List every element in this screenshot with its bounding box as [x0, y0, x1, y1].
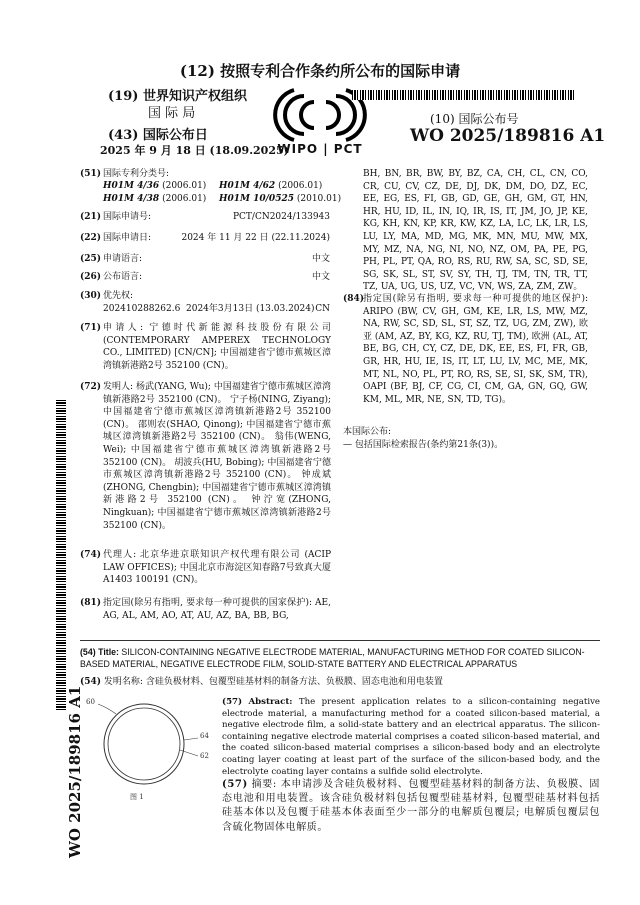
- field-26-num: (26): [80, 272, 102, 282]
- ipc-version: (2006.01): [162, 181, 207, 191]
- ref-label-62: 62: [200, 752, 209, 760]
- field-25-num: (25): [80, 254, 102, 264]
- org-name: 世界知识产权组织: [142, 89, 247, 104]
- publication-barcode: [352, 90, 576, 100]
- field-22-value: 2024 年 11 月 22 日 (22.11.2024): [181, 233, 330, 243]
- ipc-code: H01M 4/36: [103, 181, 160, 191]
- figure-caption: 图 1: [130, 793, 144, 801]
- field-84-num: (84): [343, 294, 365, 304]
- ipc-version: (2006.01): [162, 193, 207, 204]
- field-57-num-cn: (57): [222, 779, 248, 790]
- abstract-en-text: The present application relates to a silicon-containing negative electrode material, a manufacturing method for a coated silicon-based material, a negative electrode film, a solid-state battery and an electrical apparatus. The silicon-containing negative electrode material comprises a coated silicon-based material, and the coated silicon-based material comprises a silicon-based body and an electrolyte coating layer coating at least part of the surface of the silicon-based body, and the electrolyte coating layer contains a sulfide solid electrolyte.: [222, 697, 601, 777]
- title-cn-text: 含硅负极材料、包覆型硅基材料的制备方法、负极膜、固态电池和用电装置: [145, 677, 443, 687]
- ipc-code: H01M 4/62: [219, 181, 276, 191]
- field-54-num-cn: (54): [80, 677, 102, 687]
- ipc-list: [103, 180, 343, 205]
- pub-date-label: (43) 国际公布日: [108, 128, 208, 143]
- side-pub-number: WO 2025/189816 A1: [66, 685, 84, 858]
- leader-line-60: [98, 704, 116, 714]
- applicant: 申请人: 宁德时代新能源科技股份有限公司 (CONTEMPORARY AMPEREX TECHNOLOGY CO., LIMITED) [CN/CN]; 中国福建省宁德市蕉城区漳湾镇新港路2号 352100 (CN)。: [103, 323, 331, 371]
- silicon-body-outline: [108, 708, 180, 780]
- field-25-label: 申请语言:: [103, 254, 143, 264]
- designated-states-regional: 指定国(除另有指明, 要求每一种可提供的地区保护): ARIPO (BW, CV, GH, GM, KE, LR, LS, MW, MZ, NA, RW, SC, SD, SL, ST, SZ, TZ, UG, ZM, ZW), 欧亚 (AM, AZ, BY, KG, KZ, RU, TJ, TM), 欧洲 (AL, AT, BE, BG, CH, CY, CZ, DE, DK, EE, ES, FI, FR, GB, GR, HR, HU, IE, IS, IT, LT, LU, LV, MC, ME, MK, MT, NL, NO, PL, PT, RO, RS, SE, SI, SK, SM, TR), OAPI (BF, BJ, CF, CG, CI, CM, GA, GN, GQ, GW, KM, ML, MR, NE, SN, TD, TG)。: [363, 294, 588, 405]
- coating-layer-outline: [104, 704, 184, 784]
- pub-number: WO 2025/189816 A1: [410, 126, 606, 146]
- field-51-num: (51): [80, 169, 102, 179]
- field-30-num: (30): [80, 291, 102, 301]
- abstract-en: [222, 697, 600, 778]
- designated-states-national: 指定国(除另有指明, 要求每一种可提供的国家保护): AE, AG, AL, AM, AO, AT, AU, AZ, BA, BB, BG,: [103, 598, 331, 621]
- abstract-cn-label: 摘要:: [251, 779, 277, 790]
- ipc-code: H01M 4/38: [103, 193, 160, 204]
- field-25-value: 中文: [311, 254, 330, 264]
- priority-date: 2024年3月13日 (13.03.2024): [186, 304, 315, 314]
- ipc-version: (2006.01): [278, 181, 323, 191]
- field-74-num: (74): [80, 550, 102, 560]
- field-72-num: (72): [80, 382, 102, 392]
- leader-line-64: [184, 738, 198, 740]
- title-en-label: Title:: [98, 647, 119, 657]
- field-22-label: 国际申请日:: [103, 233, 152, 243]
- field-71-num: (71): [80, 323, 102, 333]
- ipc-version: (2010.01): [296, 193, 342, 204]
- title-cn-label: 发明名称:: [103, 677, 143, 687]
- document-title: (12) 按照专利合作条约所公布的国际申请: [179, 62, 461, 80]
- field-51-label: 国际专利分类号:: [103, 169, 170, 179]
- ref-label-60: 60: [86, 698, 95, 706]
- field-22-num: (22): [80, 233, 102, 243]
- particle-diagram: [80, 698, 220, 806]
- org-bureau: 国 际 局: [148, 106, 196, 121]
- field-21-value: PCT/CN2024/133943: [232, 212, 330, 222]
- published-item: — 包括国际检索报告(条约第21条(3))。: [343, 440, 504, 450]
- side-barcode: [56, 400, 66, 710]
- field-81-num: (81): [80, 598, 102, 608]
- wipo-text: WIPO | PCT: [277, 142, 363, 156]
- title-en: [80, 647, 600, 670]
- abstract-cn: [222, 778, 600, 835]
- field-54-num: (54): [80, 647, 96, 657]
- field-30-label: 优先权:: [103, 291, 134, 301]
- priority-app-number: 202410288262.6: [103, 304, 181, 314]
- published-label: 本国际公布:: [343, 427, 392, 437]
- designated-states-national-cont: BH, BN, BR, BW, BY, BZ, CA, CH, CL, CN, CO, CR, CU, CV, CZ, DE, DJ, DK, DM, DO, DZ, EC, EE, EG, ES, FI, GB, GD, GE, GH, GM, GT, HN, HR, HU, ID, IL, IN, IQ, IR, IS, IT, JM, JO, JP, KE, KG, KH, KN, KP, KR, KW, KZ, LA, LC, LK, LR, LS, LU, LY, MA, MD, MG, MK, MN, MU, MW, MX, MY, MZ, NA, NG, NI, NO, NZ, OM, PA, PE, PG, PH, PL, PT, QA, RO, RS, RU, RW, SA, SC, SD, SE, SG, SK, SL, ST, SV, SY, TH, TJ, TM, TN, TR, TT, TZ, UA, UG, US, UZ, VC, VN, WS, ZA, ZM, ZW。: [363, 169, 588, 293]
- field-21-label: 国际申请号:: [103, 212, 152, 222]
- pub-number-label: (10) 国际公布号: [430, 112, 519, 126]
- abstract-en-label: Abstract:: [248, 697, 293, 707]
- org-code: (19): [108, 89, 139, 104]
- field-26-value: 中文: [311, 272, 330, 282]
- field-26-label: 公布语言:: [103, 272, 143, 282]
- section-divider: [80, 640, 600, 641]
- ipc-code: H01M 10/0525: [219, 193, 294, 204]
- figure-1: [80, 698, 220, 806]
- field-57-num: (57): [222, 697, 243, 707]
- ref-label-64: 64: [200, 732, 209, 740]
- priority-country: CN: [315, 304, 330, 314]
- abstract-cn-text: 本申请涉及含硅负极材料、包覆型硅基材料的制备方法、负极膜、固态电池和用电装置。该含硅负极材料包括包覆型硅基材料, 包覆型硅基材料包括硅基本体以及包覆于硅基本体表面至少一部分的电解质包覆层; 电解质包覆层包含硫化物固体电解质。: [222, 779, 601, 833]
- pub-date: 2025 年 9 月 18 日 (18.09.2025): [100, 144, 289, 157]
- title-cn: [80, 676, 600, 689]
- inventors: 发明人: 杨武(YANG, Wu); 中国福建省宁德市蕉城区漳湾镇新港路2号 352100 (CN)。 宁子杨(NING, Ziyang); 中国福建省宁德市蕉城区漳湾镇新港路2号 352100 (CN)。 邵则农(SHAO, Qinong); 中国福建省宁德市蕉城区漳湾镇新港路2号 352100 (CN)。 翁伟(WENG, Wei); 中国福建省宁德市蕉城区漳湾镇新港路2号 352100 (CN)。 胡波兵(HU, Bobing); 中国福建省宁德市蕉城区漳湾镇新港路2号 352100 (CN)。 钟成斌(ZHONG, Chengbin); 中国福建省宁德市蕉城区漳湾镇新港路2号 352100 (CN)。 钟泞宽(ZHONG, Ningkuan); 中国福建省宁德市蕉城区漳湾镇新港路2号 352100 (CN)。: [103, 382, 331, 531]
- field-21-num: (21): [80, 212, 102, 222]
- agent: 代理人: 北京华进京联知识产权代理有限公司 (ACIP LAW OFFICES); 中国北京市海淀区知春路7号致真大厦A1403 100191 (CN)。: [103, 550, 331, 586]
- title-en-text: SILICON-CONTAINING NEGATIVE ELECTRODE MATERIAL, MANUFACTURING METHOD FOR COATED SILICON-BASED MATERIAL, NEGATIVE ELECTRODE FILM, SOLID-STATE BATTERY AND ELECTRICAL APPARATUS: [80, 647, 585, 669]
